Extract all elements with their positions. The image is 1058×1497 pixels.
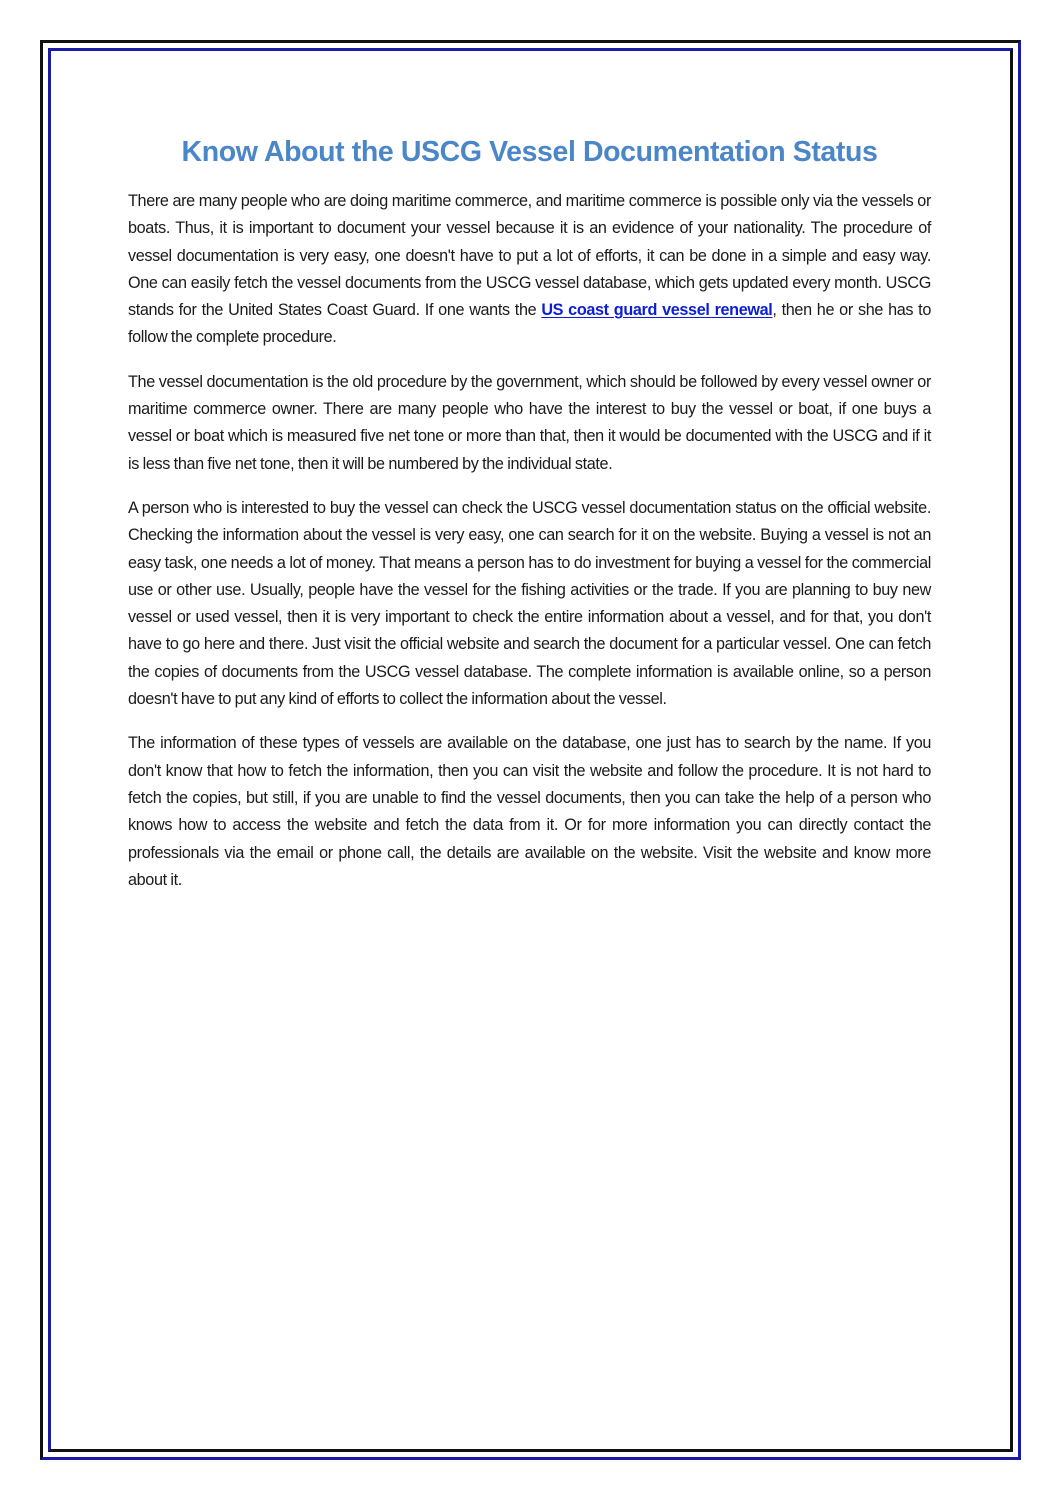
document-body	[128, 130, 931, 911]
paragraph-1-text-before-link: There are many people who are doing maritime commerce, and maritime commerce is possible only via the vessels or boats. Thus, it is important to document your vessel because it is an evidence of your nationality. The procedure of vessel documentation is very easy, one doesn't have to put a lot of efforts, it can be done in a simple and easy way. One can easily fetch the vessel documents from the USCG vessel database, which gets updated every month. USCG stands for the United States Coast Guard. If one wants the	[128, 192, 931, 320]
paragraph-1	[128, 188, 931, 352]
uscg-vessel-renewal-link[interactable]: US coast guard vessel renewal	[541, 301, 773, 320]
document-title: Know About the USCG Vessel Documentation Status	[181, 136, 878, 168]
paragraph-3: A person who is interested to buy the vessel can check the USCG vessel documentation status on the official website. Checking the information about the vessel is very easy, one can search for it on the website. Buying a vessel is not an easy task, one needs a lot of money. That means a person has to do investment for buying a vessel for the commercial use or other use. Usually, people have the vessel for the fishing activities or the trade. If you are planning to buy new vessel or used vessel, then it is very important to check the entire information about a vessel, and for that, you don't have to go here and there. Just visit the official website and search the document for a particular vessel. One can fetch the copies of documents from the USCG vessel database. The complete information is available online, so a person doesn't have to put any kind of efforts to collect the information about the vessel.	[128, 498, 931, 709]
paragraph-1-text-after-link: , then he or she has to follow the complete procedure.	[128, 301, 931, 347]
paragraph-2: The vessel documentation is the old procedure by the government, which should be followed by every vessel owner or maritime commerce owner. There are many people who have the interest to buy the vessel or boat, if one buys a vessel or boat which is measured five net tone or more than that, then it would be documented with the USCG and if it is less than five net tone, then it will be numbered by the individual state.	[128, 372, 931, 473]
paragraph-4: The information of these types of vessels are available on the database, one just has to search by the name. If you don't know that how to fetch the information, then you can visit the website and follow the procedure. It is not hard to fetch the copies, but still, if you are unable to find the vessel documents, then you can take the help of a person who knows how to access the website and fetch the data from it. Or for more information you can directly contact the professionals via the email or phone call, the details are available on the website. Visit the website and know more about it.	[128, 734, 931, 889]
